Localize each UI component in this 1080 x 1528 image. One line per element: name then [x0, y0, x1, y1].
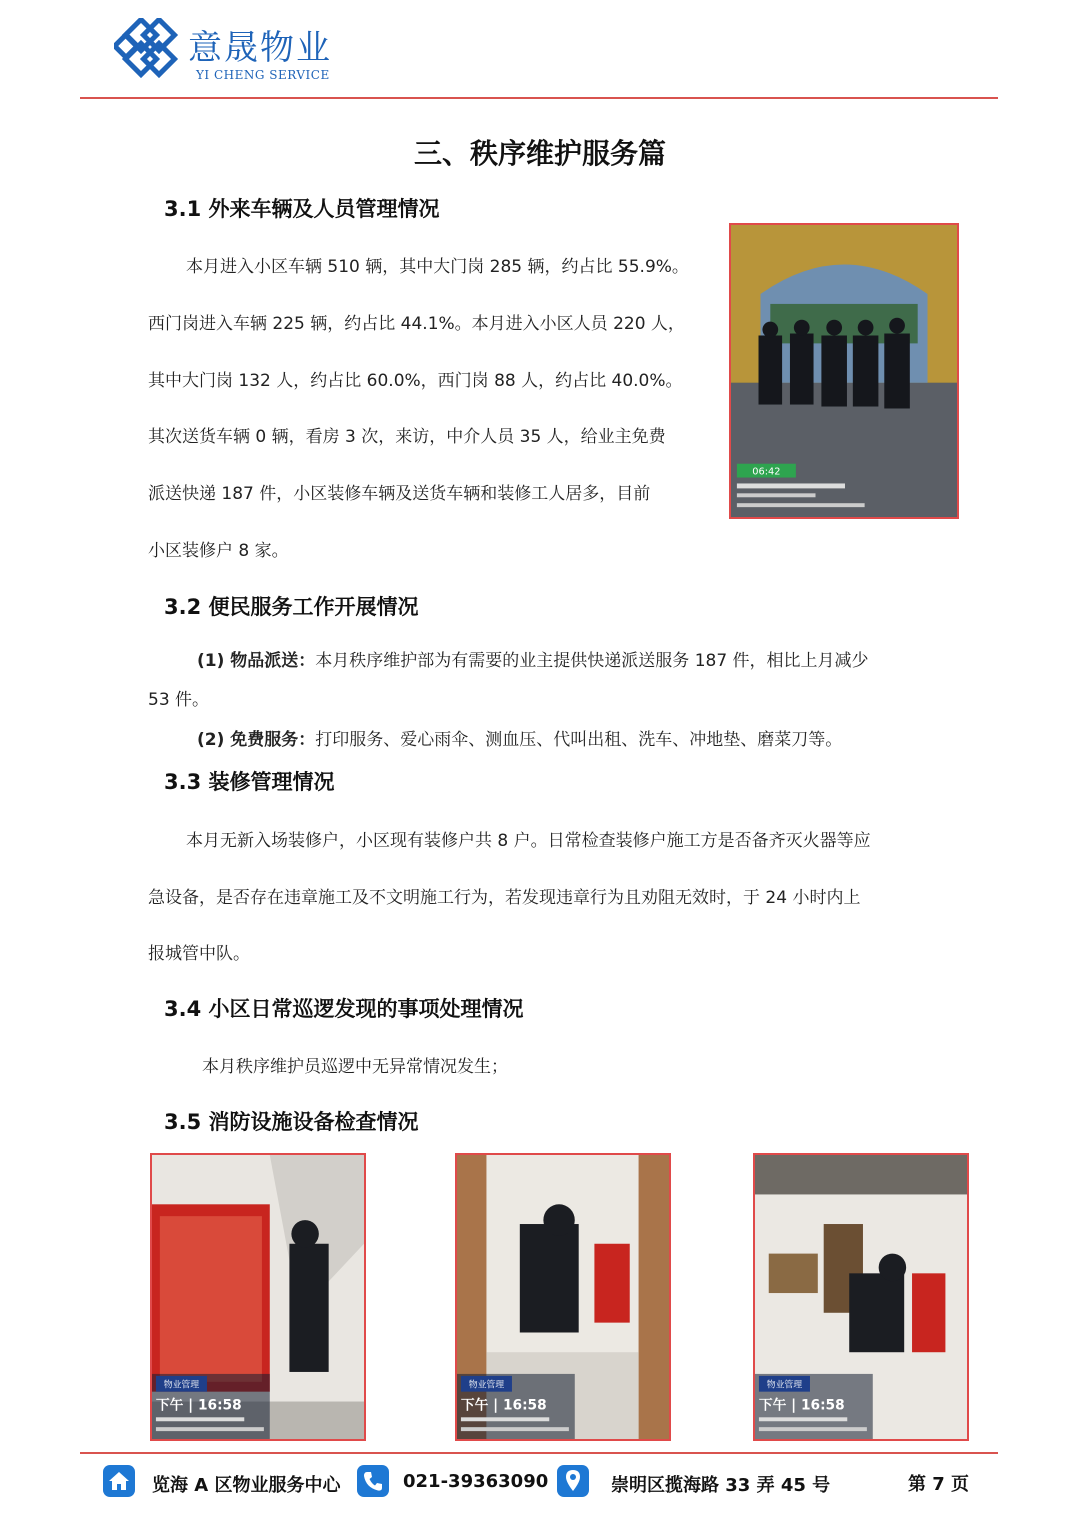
gate-staff-photo: [729, 223, 959, 519]
fire-equipment-photo: [455, 1153, 671, 1441]
footer-phone: 021-39363090: [403, 1471, 549, 1492]
header-divider: [80, 97, 998, 99]
photo-timestamp: 下午 | 16:58: [758, 1397, 845, 1414]
page-title: 三、秩序维护服务篇: [413, 137, 666, 170]
paragraph-line: 急设备，是否存在违章施工及不文明施工行为，若发现违章行为且劝阻无效时，于 24 小时内上: [148, 888, 861, 908]
company-name-cn: 意晟物业: [188, 28, 332, 68]
paragraph-line: 本月进入小区车辆 510 辆，其中大门岗 285 辆，约占比 55.9%。: [186, 257, 689, 277]
section-heading-3-2: 3.2 便民服务工作开展情况: [164, 595, 419, 619]
photo-badge: 物业管理: [163, 1380, 200, 1391]
paragraph-line: 西门岗进入车辆 225 辆，约占比 44.1%。本月进入小区人员 220 人，: [148, 314, 685, 334]
service-item-2-label: (2) 免费服务：: [197, 730, 316, 750]
company-name-en: YI CHENG SERVICE: [196, 68, 330, 82]
footer-divider: [80, 1452, 998, 1454]
paragraph-line: 其中大门岗 132 人，约占比 60.0%，西门岗 88 人，约占比 40.0%。: [148, 371, 683, 391]
photo-timestamp: 下午 | 16:58: [460, 1397, 547, 1414]
paragraph-line: 其次送货车辆 0 辆，看房 3 次，来访，中介人员 35 人，给业主免费: [148, 427, 666, 447]
home-icon: [103, 1465, 135, 1497]
page-number: 第 7 页: [908, 1474, 970, 1495]
service-item-2-text: 打印服务、爱心雨伞、测血压、代叫出租、洗车、冲地垫、磨菜刀等。: [315, 730, 843, 750]
section-heading-3-5: 3.5 消防设施设备检查情况: [164, 1110, 419, 1134]
footer-service-center: 览海 A 区物业服务中心: [152, 1475, 341, 1496]
section-heading-3-3: 3.3 装修管理情况: [164, 770, 335, 794]
paragraph-line: 本月无新入场装修户，小区现有装修户共 8 户。日常检查装修户施工方是否备齐灭火器等应: [186, 831, 871, 851]
photo-badge: 物业管理: [766, 1380, 803, 1391]
service-item-2: [197, 725, 842, 750]
phone-icon: [357, 1465, 389, 1497]
section-heading-3-4: 3.4 小区日常巡逻发现的事项处理情况: [164, 997, 524, 1021]
photo-timestamp: 06:42: [752, 466, 781, 478]
paragraph-line: 小区装修户 8 家。: [148, 541, 289, 561]
photo-timestamp: 下午 | 16:58: [155, 1397, 242, 1414]
footer-address: 崇明区揽海路 33 弄 45 号: [611, 1475, 831, 1496]
photo-badge: 物业管理: [468, 1380, 505, 1391]
service-item-1-label: (1) 物品派送：: [197, 651, 316, 671]
paragraph-line: 派送快递 187 件，小区装修车辆及送货车辆和装修工人居多，目前: [148, 484, 651, 504]
paragraph-line: 本月秩序维护员巡逻中无异常情况发生；: [202, 1057, 508, 1077]
fire-equipment-photo: [150, 1153, 366, 1441]
service-item-1-text: 本月秩序维护部为有需要的业主提供快递派送服务 187 件，相比上月减少: [315, 651, 869, 671]
service-item-1: [197, 646, 869, 671]
paragraph-line: 报城管中队。: [148, 944, 250, 964]
fire-equipment-photo: [753, 1153, 969, 1441]
location-pin-icon: [557, 1465, 589, 1497]
section-heading-3-1: 3.1 外来车辆及人员管理情况: [164, 197, 440, 221]
company-logo-icon: [114, 18, 186, 90]
service-item-1-continued: 53 件。: [148, 690, 210, 710]
